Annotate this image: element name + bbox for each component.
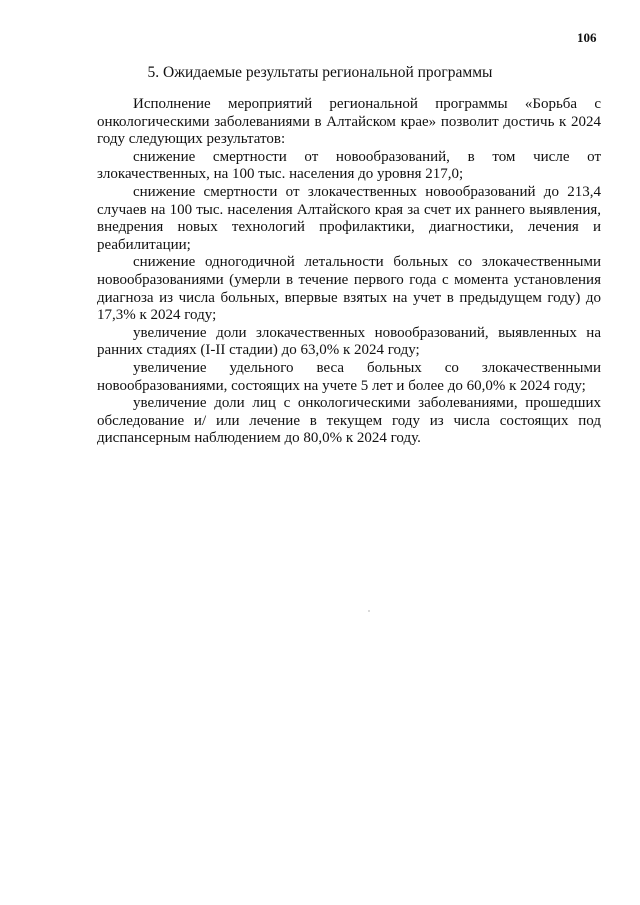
body-text (97, 96, 601, 448)
result-item-mortality-malignant: снижение смертности от злокачественных новообразований до 213,4 случаев на 100 тыс. населения Алтайского края за счет их раннего выявления, внедрения новых технологий профилактики, диагностики, лечения и реабилитации; (97, 183, 601, 253)
result-item-one-year-lethality: снижение одногодичной летальности больных со злокачественными новообразованиями (умерли в течение первого года с момента установления диагноза из числа больных, впервые взятых на учет в предыдущем году) до 17,3% к 2024 году; (97, 254, 601, 324)
result-item-dispensary-coverage: увеличение доли лиц с онкологическими заболеваниями, прошедших обследование и/ или лечение в текущем году из числа состоящих под диспансерным наблюдением до 80,0% к 2024 году. (97, 395, 601, 447)
result-item-mortality-neoplasms: снижение смертности от новообразований, в том числе от злокачественных, на 100 тыс. населения до уровня 217,0; (97, 148, 601, 183)
result-item-five-year-survival: увеличение удельного веса больных со злокачественными новообразованиями, состоящих на учете 5 лет и более до 60,0% к 2024 году; (97, 359, 601, 394)
scan-speck (368, 610, 370, 612)
page-number: 106 (577, 30, 597, 45)
intro-paragraph: Исполнение мероприятий региональной программы «Борьба с онкологическими заболеваниями в Алтайском крае» позволит достичь к 2024 году следующих результатов: (97, 96, 601, 148)
result-item-early-detection: увеличение доли злокачественных новообразований, выявленных на ранних стадиях (I-II стадии) до 63,0% к 2024 году; (97, 324, 601, 359)
section-title: 5. Ожидаемые результаты региональной программы (147, 64, 493, 81)
